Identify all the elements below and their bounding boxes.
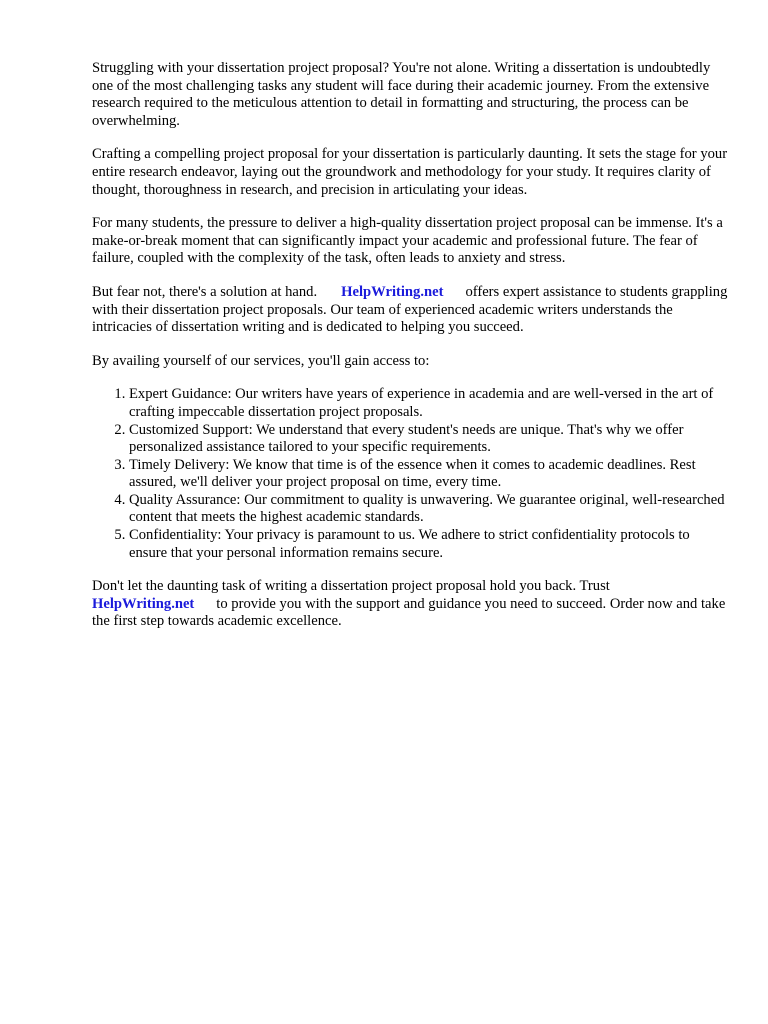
proposal-paragraph: Crafting a compelling project proposal for your dissertation is particularly daunting. It sets the stage for your entire research endeavor, laying out the groundwork and methodology for your study. It requires clarity of thought, thoroughness in research, and precision in articulating your ideas. bbox=[92, 146, 728, 198]
list-item: 3. Timely Delivery: We know that time is of the essence when it comes to academic deadlines. Rest assured, we'll deliver your project proposal on time, every time. bbox=[129, 457, 728, 492]
intro-paragraph: Struggling with your dissertation project proposal? You're not alone. Writing a dissertation is undoubtedly one of the most challenging tasks any student will face during their academic journey. From the extensive research required to the meticulous attention to detail in formatting and structuring, the process can be overwhelming. bbox=[92, 60, 711, 129]
list-item: 1. Expert Guidance: Our writers have years of experience in academia and are well-versed in the art of crafting impeccable dissertation project proposals. bbox=[129, 386, 728, 421]
closing-text-before: Don't let the daunting task of writing a dissertation project proposal hold you back. Trust bbox=[92, 578, 610, 595]
solution-paragraph bbox=[92, 284, 728, 337]
list-item: 2. Customized Support: We understand that every student's needs are unique. That's why we offer personalized assistance tailored to your specific requirements. bbox=[129, 422, 728, 457]
pressure-paragraph: For many students, the pressure to deliver a high-quality dissertation project proposal can be immense. It's a make-or-break moment that can significantly impact your academic and professional future. The fear of failure, coupled with the complexity of the task, often leads to anxiety and stress. bbox=[92, 215, 723, 267]
closing-text-after: to provide you with the support and guidance you need to succeed. Order now and take the first step towards academic excellence. bbox=[92, 595, 726, 630]
list-item: 4. Quality Assurance: Our commitment to quality is unwavering. We guarantee original, well-researched content that meets the highest academic standards. bbox=[129, 492, 728, 527]
closing-paragraph bbox=[92, 578, 728, 631]
benefits-list bbox=[92, 386, 728, 562]
helpwriting-link-closing[interactable]: HelpWriting.net bbox=[92, 595, 195, 612]
document-page bbox=[92, 60, 728, 647]
list-item: 5. Confidentiality: Your privacy is paramount to us. We adhere to strict confidentiality protocols to ensure that your personal information remains secure. bbox=[129, 527, 728, 562]
helpwriting-link[interactable]: HelpWriting.net bbox=[341, 283, 444, 300]
solution-text-after: offers expert assistance to students grappling with their dissertation project proposals. Our team of experienced academic writers understands the intricacies of dissertation writing and is dedicated to helping you succeed. bbox=[92, 283, 728, 336]
services-intro-paragraph: By availing yourself of our services, you'll gain access to: bbox=[92, 352, 430, 369]
solution-text-before: But fear not, there's a solution at hand. bbox=[92, 283, 318, 300]
